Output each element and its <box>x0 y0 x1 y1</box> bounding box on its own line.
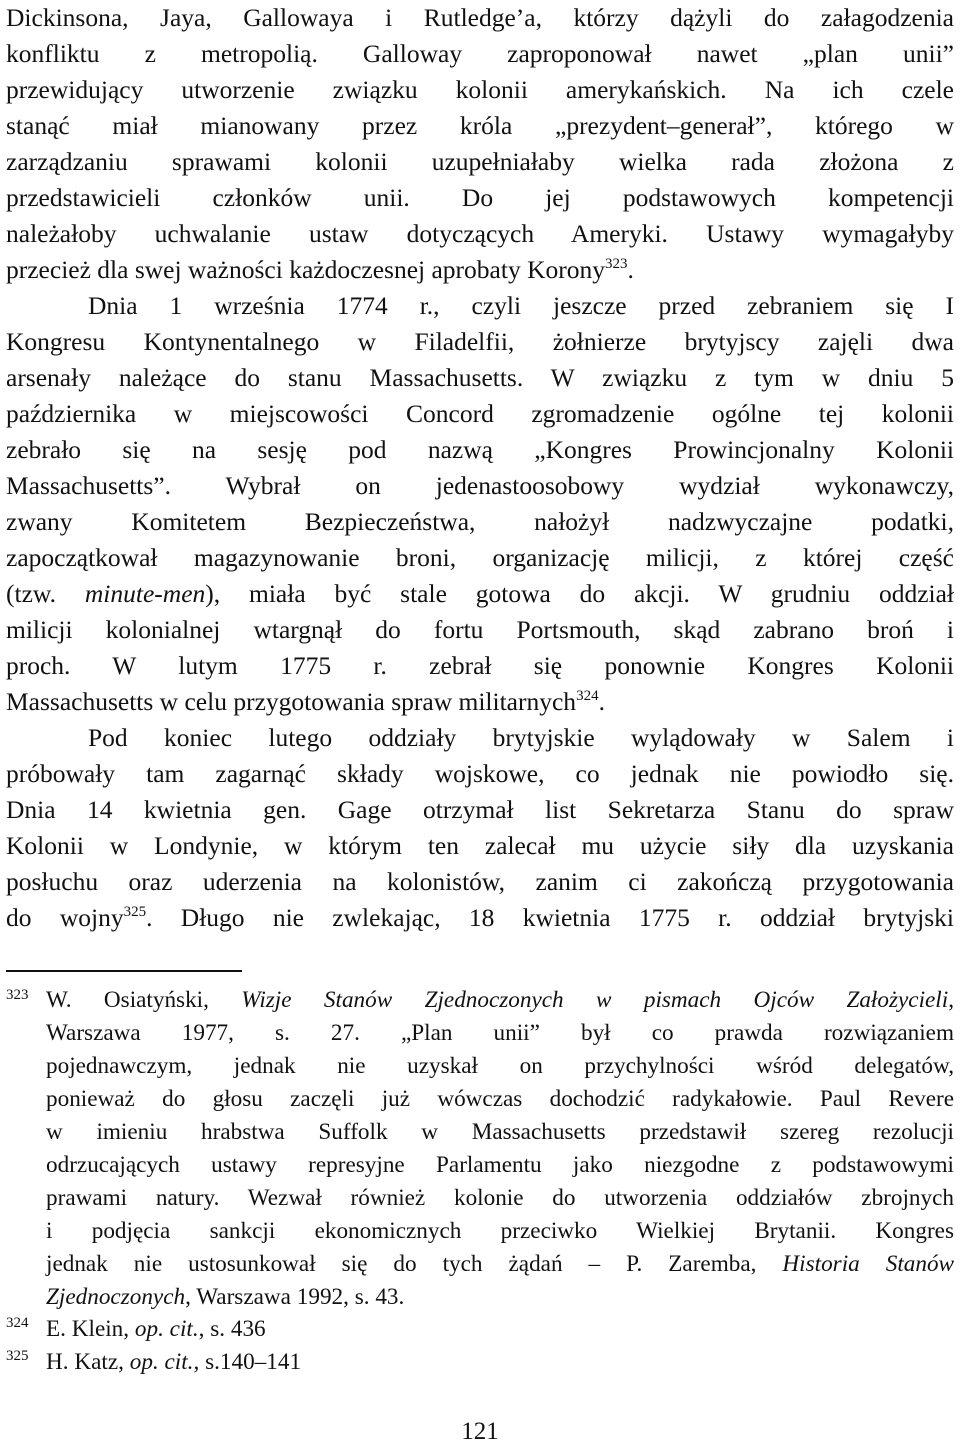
footnote-line <box>46 1248 954 1281</box>
page-number: 121 <box>461 1418 499 1445</box>
body-line: milicji kolonialnej wtargnął do fortu Portsmouth, skąd zabrano broń i <box>6 615 954 644</box>
footnote-line: prawami natury. Wezwał również kolonie do utworzenia oddziałów zbrojnych <box>46 1185 954 1211</box>
footnote-text: , s.140–141 <box>193 1349 302 1375</box>
italic-term: minute-men <box>84 579 206 608</box>
body-line: proch. W lutym 1775 r. zebrał się ponownie Kongres Kolonii <box>6 651 954 680</box>
body-line: arsenały należące do stanu Massachusetts. W związku z tym w dniu 5 <box>6 363 954 392</box>
footnote-line: pojednawczym, jednak nie uzyskał on przychylności wśród delegatów, <box>46 1053 954 1079</box>
body-line: Massachusetts”. Wybrał on jedenastoosobowy wydział wykonawczy, <box>6 471 954 500</box>
footnote-line <box>46 1346 954 1379</box>
footnote-line <box>46 1313 954 1346</box>
citation-abbrev: op. cit. <box>134 1316 199 1342</box>
footnote-line: Warszawa 1977, s. 27. „Plan unii” był co prawda rozwiązaniem <box>46 1020 954 1046</box>
body-text: . Długo nie zwlekając, 18 kwietnia 1775 r. oddział brytyjski <box>146 903 955 932</box>
book-title: Wizje Stanów Zjednoczonych w pismach Ojców Założycieli <box>241 987 949 1013</box>
book-title: Zjednoczonych <box>46 1284 186 1310</box>
body-line: Pod koniec lutego oddziały brytyjskie wylądowały w Salem i <box>88 723 954 752</box>
footnote-line: w imieniu hrabstwa Suffolk w Massachusetts przedstawił szereg rezolucji <box>46 1119 954 1145</box>
body-line: zarządzaniu sprawami kolonii uzupełniałaby wielka rada złożona z <box>6 147 954 176</box>
body-line: przedstawicieli członków unii. Do jej podstawowych kompetencji <box>6 183 954 212</box>
body-text: przecież dla swej ważności każdoczesnej aprobaty Korony <box>6 255 605 284</box>
footnote-line: i podjęcia sankcji ekonomicznych przeciwko Wielkiej Brytanii. Kongres <box>46 1218 954 1244</box>
period: . <box>627 255 634 284</box>
body-line: zwany Komitetem Bezpieczeństwa, nałożył nadzwyczajne podatki, <box>6 507 954 536</box>
body-line: stanąć miał mianowany przez króla „prezydent–generał”, którego w <box>6 111 954 140</box>
body-line <box>6 684 954 720</box>
body-line: przewidujący utworzenie związku kolonii amerykańskich. Na ich czele <box>6 75 954 104</box>
footnote-ref-325: 325 <box>123 904 147 920</box>
period: . <box>598 687 605 716</box>
footnote-text: jednak nie ustosunkował się do tych żądań – P. Zaremba, <box>46 1251 783 1277</box>
footnote-text: , Warszawa 1992, s. 43. <box>185 1284 405 1310</box>
footnote-ref-323: 323 <box>604 256 628 272</box>
footnote-text: E. Klein, <box>46 1316 135 1342</box>
body-line <box>6 900 954 936</box>
footnote-text: , s. 436 <box>198 1316 266 1342</box>
body-line: Dnia 14 kwietnia gen. Gage otrzymał list Sekretarza Stanu do spraw <box>6 795 954 824</box>
body-text: ), miała być stale gotowa do akcji. W grudniu oddział <box>205 579 954 608</box>
body-text: do wojny <box>6 903 124 932</box>
body-line: należałoby uchwalanie ustaw dotyczących Ameryki. Ustawy wymagałyby <box>6 219 954 248</box>
footnote-separator <box>6 970 242 972</box>
body-text: (tzw. <box>6 579 85 608</box>
body-line <box>6 576 954 612</box>
footnote-text: H. Katz, <box>46 1349 130 1375</box>
footnote-line: ponieważ do głosu zaczęli już wówczas dochodzić radykałowie. Paul Revere <box>46 1086 954 1112</box>
body-line: konfliktu z metropolią. Galloway zaproponował nawet „plan unii” <box>6 39 954 68</box>
footnote-number-325: 325 <box>6 1348 29 1364</box>
body-line: Kongresu Kontynentalnego w Filadelfii, żołnierze brytyjscy zajęli dwa <box>6 327 954 356</box>
body-line: października w miejscowości Concord zgromadzenie ogólne tej kolonii <box>6 399 954 428</box>
footnote-number-323: 323 <box>6 987 29 1003</box>
body-line: Dnia 1 września 1774 r., czyli jeszcze przed zebraniem się I <box>88 291 954 320</box>
footnote-text: W. Osiatyński, <box>46 987 242 1013</box>
footnote-number-324: 324 <box>6 1315 29 1331</box>
footnote-line: odrzucających ustawy represyjne Parlamentu jako niezgodne z podstawowymi <box>46 1152 954 1178</box>
body-line: zebrało się na sesję pod nazwą „Kongres Prowincjonalny Kolonii <box>6 435 954 464</box>
footnote-ref-324: 324 <box>576 688 599 704</box>
footnote-line <box>46 1281 954 1314</box>
body-text: Massachusetts w celu przygotowania spraw militarnych <box>6 687 577 716</box>
body-line: posłuchu oraz uderzenia na kolonistów, zanim ci zakończą przygotowania <box>6 867 954 896</box>
body-line: zapoczątkował magazynowanie broni, organizację milicji, z której część <box>6 543 954 572</box>
body-line <box>6 252 954 288</box>
footnote-line <box>46 984 954 1017</box>
footnote-text: , <box>948 987 954 1013</box>
body-line: Dickinsona, Jaya, Gallowaya i Rutledge’a, którzy dążyli do załagodzenia <box>6 3 954 32</box>
citation-abbrev: op. cit. <box>129 1349 194 1375</box>
body-line: próbowały tam zagarnąć składy wojskowe, co jednak nie powiodło się. <box>6 759 954 788</box>
book-title: Historia Stanów <box>782 1251 955 1277</box>
body-line: Kolonii w Londynie, w którym ten zalecał mu użycie siły dla uzyskania <box>6 831 954 860</box>
